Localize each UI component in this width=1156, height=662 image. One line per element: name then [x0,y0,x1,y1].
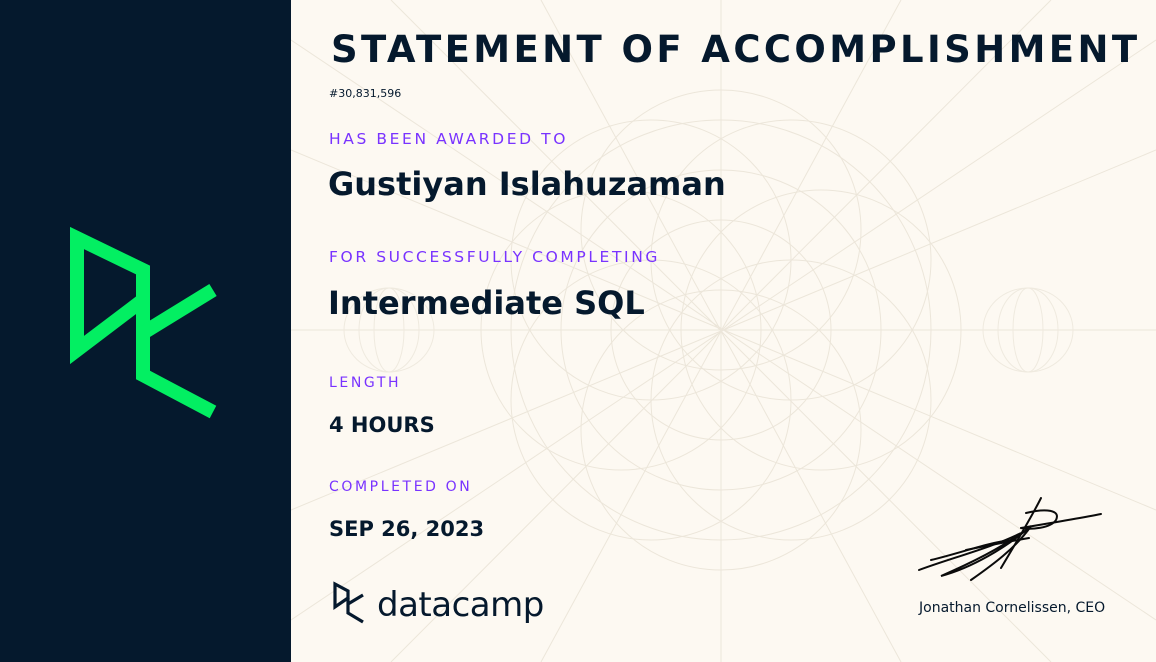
sidebar-panel [0,0,291,662]
length-label: LENGTH [329,375,402,391]
ceo-signature [911,488,1111,588]
certificate-number: #30,831,596 [329,87,402,100]
certificate-body [291,0,1156,662]
course-name: Intermediate SQL [328,284,645,322]
signatory-name: Jonathan Cornelissen, CEO [919,600,1106,616]
completed-date: SEP 26, 2023 [329,517,485,541]
awarded-label: HAS BEEN AWARDED TO [329,130,569,148]
completing-label: FOR SUCCESSFULLY COMPLETING [329,248,660,266]
brand-wordmark: datacamp [377,585,544,625]
datacamp-brand-icon [331,580,371,628]
certificate-title: STATEMENT OF ACCOMPLISHMENT [331,28,1141,71]
recipient-name: Gustiyan Islahuzaman [328,165,726,203]
length-value: 4 HOURS [329,413,435,437]
completed-label: COMPLETED ON [329,479,473,495]
